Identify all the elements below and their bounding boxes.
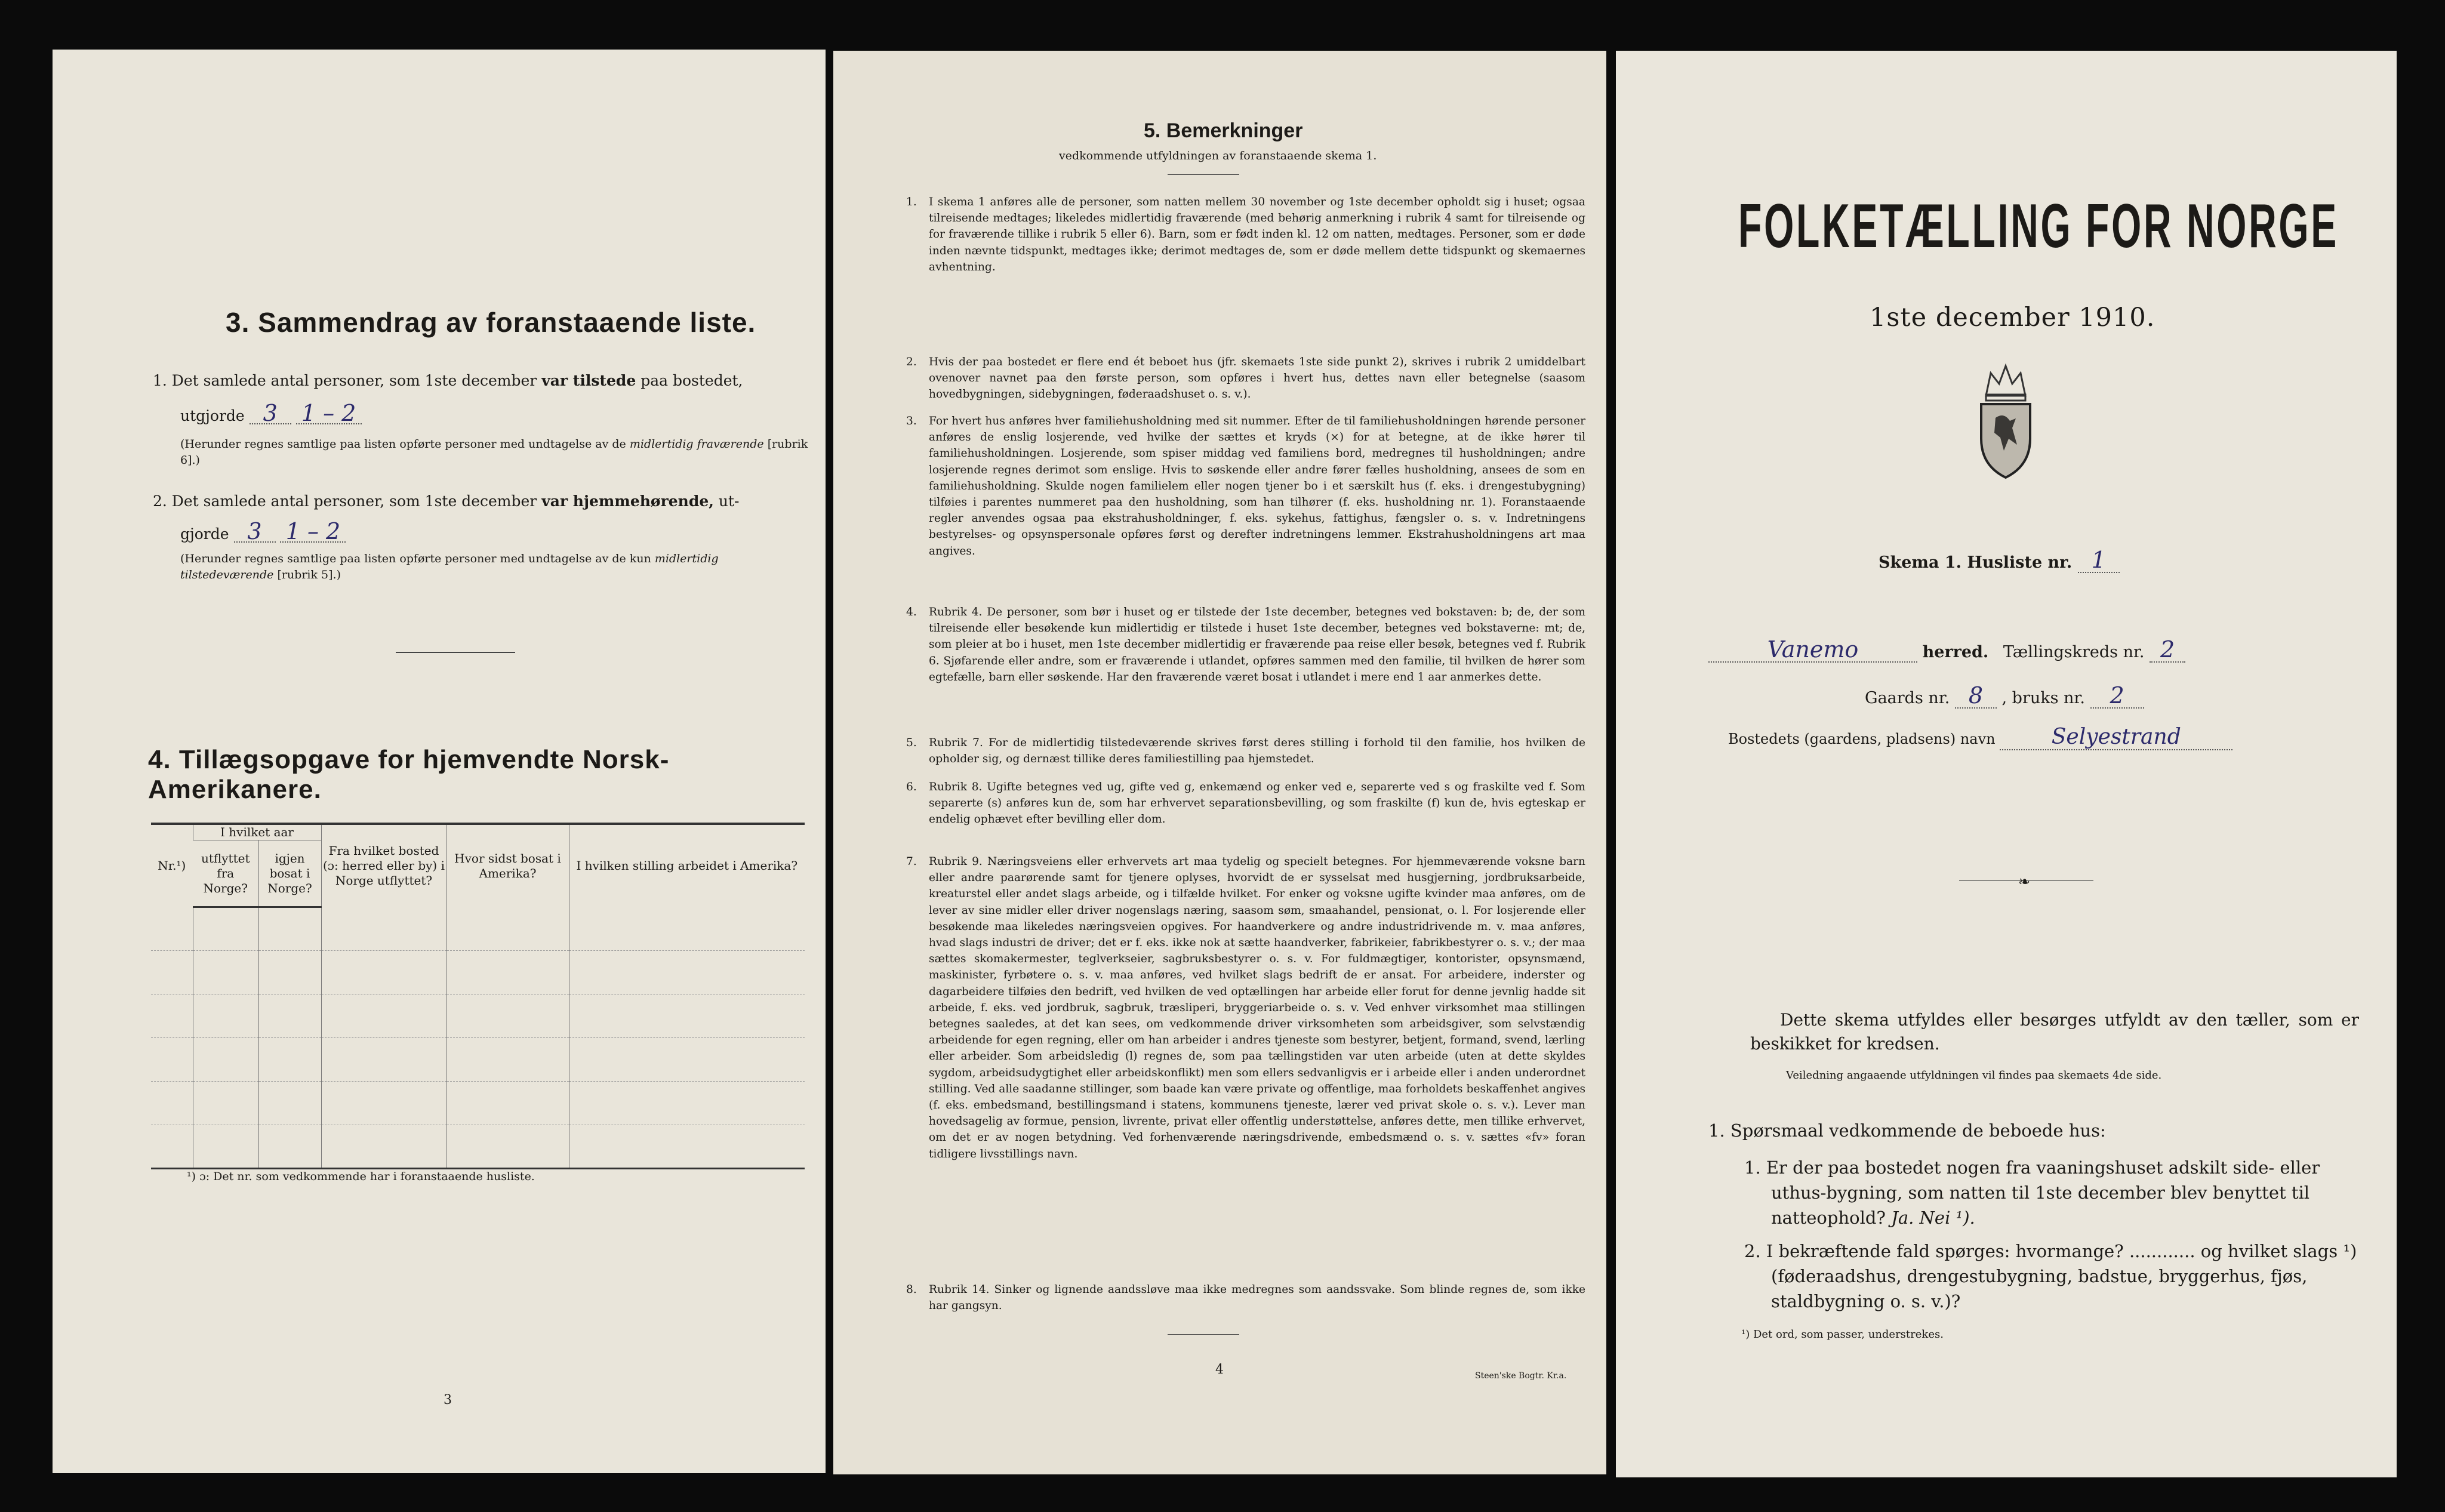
remark-item <box>906 354 1585 403</box>
summary-item-2-note: (Herunder regnes samtlige paa listen opførte personer med undtagelse av de kun midlertidig tilstedeværende [rubrik 5].) <box>180 552 719 581</box>
norsk-amerikanere-table <box>151 823 805 1169</box>
table-cell <box>321 1125 446 1169</box>
summary-item-1: 1. Det samlede antal personer, som 1ste december var tilstede paa bostedet, <box>153 372 743 389</box>
bosted-line: Bostedets (gaardens, pladsens) navn Selyestrand <box>1728 725 2232 751</box>
table-cell <box>569 994 805 1038</box>
summary-item-1-value: utgjorde 3 1 – 2 <box>180 403 362 426</box>
col-fra-bosted: Fra hvilket bosted (ɔ: herred eller by) i Norge utflyttet? <box>321 824 446 907</box>
table-cell <box>258 1082 321 1125</box>
question-2: 2. I bekræftende fald spørges: hvormange? ............ og hvilket slags ¹) (føderaadshus, drengestubygning, badstue, bryggerhus, fjøs, staldbygning o. s. v.)? <box>1744 1241 2357 1311</box>
table-row <box>151 1125 805 1169</box>
gaards-value: 8 <box>1955 683 1997 709</box>
table-cell <box>151 1038 193 1082</box>
questions-heading: 1. Spørsmaal vedkommende de beboede hus: <box>1708 1120 2106 1141</box>
table-cell <box>446 1082 569 1125</box>
divider <box>396 652 515 653</box>
remarks-title: 5. Bemerkninger <box>1144 119 1303 142</box>
section3-title: 3. Sammendrag av foranstaaende liste. <box>226 307 756 338</box>
table-cell <box>446 1125 569 1169</box>
page-middle <box>833 51 1606 1474</box>
table-cell <box>569 907 805 951</box>
table-cell <box>193 907 258 951</box>
table-row <box>151 1082 805 1125</box>
gaards-line: Gaards nr. 8 , bruks nr. 2 <box>1865 683 2144 710</box>
table-row <box>151 951 805 994</box>
table-cell <box>151 1125 193 1169</box>
remark-text: Hvis der paa bostedet er flere end ét beboet hus (jfr. skemaets 1ste side punkt 2), skrives i rubrik 2 umiddelbart ovenover navnet paa den første person, som opføres i hvert hus, dettes navn eller betegnelse (saasom hovedbygningen, sidebygningen, føderaadshuset o. s. v.). <box>929 356 1585 401</box>
page-number: 3 <box>444 1393 452 1408</box>
table-cell <box>446 994 569 1038</box>
herred-line: Vanemo herred. Tællingskreds nr. 2 <box>1708 638 2185 664</box>
col-sidst-bosat: Hvor sidst bosat i Amerika? <box>446 824 569 907</box>
col-nr: Nr.¹) <box>151 824 193 907</box>
item1-count: 3 <box>250 403 291 424</box>
item1-count-detail: 1 – 2 <box>296 403 362 424</box>
table-row <box>151 907 805 951</box>
summary-item-2-value: gjorde 3 1 – 2 <box>180 521 346 544</box>
remark-text: Rubrik 9. Næringsveiens eller erhvervets art maa tydelig og specielt betegnes. For hjemmeværende voksne barn eller andre paarørende samt for tjenere oplyses, hvorvidt de er sysselsat med husgjerning, jordbruksarbeide, kreaturstel eller andet slags arbeide, og i tilfælde hvilket. For enker og voksne ugifte kvinder maa anføres, om de lever av sine midler eller driver nogenslags næring, saasom søm, smaahandel, pensionat, o. l. For losjerende eller besøkende maa likeledes næringsveien opgives. For haandverkere og andre industridrivende m. v. maa anføres, hvad slags industri de driver; det er f. eks. ikke nok at sætte haandverker, fabrikeier, fabrikbestyrer o. s. v.; der maa sættes skomakermester, teglverkseier, sagbruksbestyrer o. s. v. For fuldmægtiger, kontorister, opsynsmænd, maskinister, fyrbøtere o. s. v. maa anføres, ved hvilket slags bedrift de er ansat. For arbeidere, inderster og dagarbeidere tilføies den bedrift, ved hvilken de ved optællingen har arbeide eller forut for denne jevnlig hadde sit arbeide, f. eks. ved jordbruk, sagbruk, træsliperi, bryggeriarbeide o. s. v. Ved enhver virksomhet maa stillingen betegnes saaledes, at det kan sees, om vedkommende driver virksomheten som arbeidsgiver, som selvstændig arbeidende for egen regning, eller om han arbeider i andres tjeneste som bestyrer, betjent, formand, svend, lærling eller arbeider. Som arbeidsledig (l) regnes de, som paa tællingstiden var uten arbeide (uten at dette skyldes sygdom, arbeidsudygtighet eller arbeidskonflikt) men som ellers sedvanligvis er i arbeide eller i anden underordnet stilling. Ved alle saadanne stillinger, som baade kan være private og offentlige, maa forholdets beskaffenhet angives (f. eks. embedsmand, bestillingsmand i statens, kommunens tjeneste, lærer ved privat skole o. s. v.). Lever man hovedsagelig av formue, pension, livrente, privat eller offentlig understøttelse, anføres dette, men tillike erhvervet, om det er av nogen betydning. Ved forhenværende næringsdrivende, embedsmænd o. s. v. sættes «fv» foran tidligere livsstillings navn. <box>929 855 1585 1160</box>
table-cell <box>193 1038 258 1082</box>
bruks-value: 2 <box>2090 683 2144 709</box>
remark-item <box>906 779 1585 828</box>
remark-item <box>906 1282 1585 1314</box>
table-cell <box>446 907 569 951</box>
table-footnote: ¹) ɔ: Det nr. som vedkommende har i foranstaaende husliste. <box>187 1170 535 1183</box>
table-cell <box>321 994 446 1038</box>
col-igjen-bosat: igjen bosat i Norge? <box>258 840 321 907</box>
remark-number: 4. <box>906 606 917 618</box>
table-cell <box>151 994 193 1038</box>
bosted-value: Selyestrand <box>2000 725 2232 750</box>
printer-mark: Steen'ske Bogtr. Kr.a. <box>1475 1371 1567 1381</box>
table-cell <box>321 1038 446 1082</box>
table-row <box>151 994 805 1038</box>
question-1: 1. Er der paa bostedet nogen fra vaaningshuset adskilt side- eller uthus-bygning, som natten til 1ste december blev benyttet til natteophold? Ja. Nei ¹). <box>1744 1157 2320 1228</box>
table-cell <box>151 951 193 994</box>
table-cell <box>446 951 569 994</box>
table-cell <box>193 1125 258 1169</box>
table-cell <box>258 907 321 951</box>
table-cell <box>258 951 321 994</box>
remark-number: 7. <box>906 855 917 868</box>
herred-value: Vanemo <box>1708 638 1917 663</box>
item2-count: 3 <box>234 521 276 543</box>
table-cell <box>569 1038 805 1082</box>
remark-number: 5. <box>906 737 917 749</box>
table-cell <box>446 1038 569 1082</box>
item2-count-detail: 1 – 2 <box>280 521 346 543</box>
col-utflyttet: utflyttet fra Norge? <box>193 840 258 907</box>
divider <box>1168 1334 1239 1335</box>
table-cell <box>151 907 193 951</box>
remark-number: 6. <box>906 781 917 793</box>
remarks-subtitle: vedkommende utfyldningen av foranstaaende skema 1. <box>1059 149 1377 162</box>
remark-item <box>906 854 1585 1162</box>
table-cell <box>151 1082 193 1125</box>
table-cell <box>258 1125 321 1169</box>
table-cell <box>193 994 258 1038</box>
husliste-number: 1 <box>2078 548 2120 573</box>
section4-title: 4. Tillægsopgave for hjemvendte Norsk-Amerikanere. <box>148 745 670 804</box>
form-date: 1ste december 1910. <box>1870 303 2155 332</box>
remark-item <box>906 735 1585 767</box>
table-cell <box>193 1082 258 1125</box>
remark-number: 8. <box>906 1283 917 1296</box>
table-cell <box>569 951 805 994</box>
instruction-text: Dette skema utfyldes eller besørges utfyldt av den tæller, som er beskikket for kredsen. <box>1750 1010 2359 1054</box>
divider <box>1168 174 1239 175</box>
table-cell <box>569 1082 805 1125</box>
col-stilling: I hvilken stilling arbeidet i Amerika? <box>569 824 805 907</box>
form-footnote: ¹) Det ord, som passer, understrekes. <box>1741 1328 1944 1341</box>
remark-number: 1. <box>906 196 917 208</box>
table-cell <box>258 1038 321 1082</box>
instruction-small: Veiledning angaaende utfyldningen vil findes paa skemaets 4de side. <box>1786 1069 2162 1082</box>
skema-line: Skema 1. Husliste nr. 1 <box>1879 548 2120 575</box>
remark-text: Rubrik 7. For de midlertidig tilstedeværende skrives først deres stilling i forhold til den familie, hos hvilken de opholder sig, og dernæst tillike deres familiestilling paa hjemstedet. <box>929 737 1585 766</box>
remark-text: Rubrik 4. De personer, som bør i huset og er tilstede der 1ste december, betegnes ved bokstaven: b; de, der som tilreisende eller besøkende kun midlertidig er tilstede i huset 1ste december, betegnes ved bokstaverne: mt; de, som pleier at bo i huset, men 1ste december midlertidig er fraværende paa reise eller besøk, betegnes ved f. Rubrik 6. Sjøfarende eller andre, som er fraværende i utlandet, opføres sammen med den familie, til hvilken de hører som egtefælle, barn eller søskende. Har den fraværende været bosat i utlandet i mere end 1 aar anmerkes dette. <box>929 606 1585 683</box>
remark-item <box>906 413 1585 559</box>
table-cell <box>321 951 446 994</box>
kreds-value: 2 <box>2150 638 2185 663</box>
table-cell <box>321 907 446 951</box>
ornament-icon: ❧ <box>2018 873 2031 890</box>
page-number: 4 <box>1215 1362 1224 1377</box>
remark-number: 2. <box>906 356 917 368</box>
form-title: FOLKETÆLLING FOR NORGE <box>1738 192 2339 261</box>
remark-number: 3. <box>906 415 917 427</box>
table-cell <box>569 1125 805 1169</box>
table-cell <box>321 1082 446 1125</box>
remark-text: Rubrik 8. Ugifte betegnes ved ug, gifte ved g, enkemænd og enker ved e, separerte ved s og fraskilte ved f. Som separerte (s) anføres kun de, som har erhvervet separationsbevilling, og som fraskilte (f) kun de, hvis egteskap er endelig ophævet efter bevilling eller dom. <box>929 781 1585 826</box>
remark-item <box>906 604 1585 685</box>
summary-item-1-note: (Herunder regnes samtlige paa listen opførte personer med undtagelse av de midlertidig fraværende [rubrik 6].) <box>180 438 808 467</box>
page-right <box>1616 51 2397 1477</box>
table-cell <box>193 951 258 994</box>
remark-text: Rubrik 14. Sinker og lignende aandssløve maa ikke medregnes som aandssvake. Som blinde regnes de, som ikke har gangsyn. <box>929 1283 1585 1313</box>
remark-text: I skema 1 anføres alle de personer, som natten mellem 30 november og 1ste december opholdt sig i huset; ogsaa tilreisende medtages; likeledes midlertidig fraværende (med behørig anmerkning i rubrik 4 samt for tilreisende og for fraværende tillike i rubrik 5 eller 6). Barn, som er født inden kl. 12 om natten, medtages. Personer, som er døde inden nævnte tidspunkt, medtages ikke; derimot medtages de, som er døde mellem dette tidspunkt og skemaernes avhentning. <box>929 196 1585 273</box>
remark-text: For hvert hus anføres hver familiehusholdning med sit nummer. Efter de til familiehusholdningen hørende personer anføres de enslig losjerende, ved hvilke der sættes et kryds (×) for at betegne, at de ikke hører til familiehusholdningen. Losjerende, som spiser middag ved familiens bord, medregnes til husholdningen; andre losjerende regnes derimot som enslige. Hvis to søskende eller andre fører fælles husholdning, ansees de som en familiehusholdning. Skulde nogen familielem eller nogen tjener bo i et særskilt hus (f. eks. i drengestubygning) tilføies i parentes nummeret paa den husholdning, som han tilhører (f. eks. husholdning nr. 1). Foranstaaende regler anvendes ogsaa paa ekstrahusholdninger, f. eks. sykehus, fattighus, fængsler o. s. v. Indretningens bestyrelses- og opsynspersonale opføres først og derefter indretningens lemmer. Ekstrahusholdningens art maa angives. <box>929 415 1585 558</box>
table-row <box>151 1038 805 1082</box>
summary-item-2: 2. Det samlede antal personer, som 1ste december var hjemmehørende, ut- <box>153 492 740 510</box>
remark-item <box>906 194 1585 275</box>
col-group-year: I hvilket aar <box>193 824 321 840</box>
page-left <box>53 50 826 1473</box>
coat-of-arms-icon <box>1973 361 2038 481</box>
table-cell <box>258 994 321 1038</box>
